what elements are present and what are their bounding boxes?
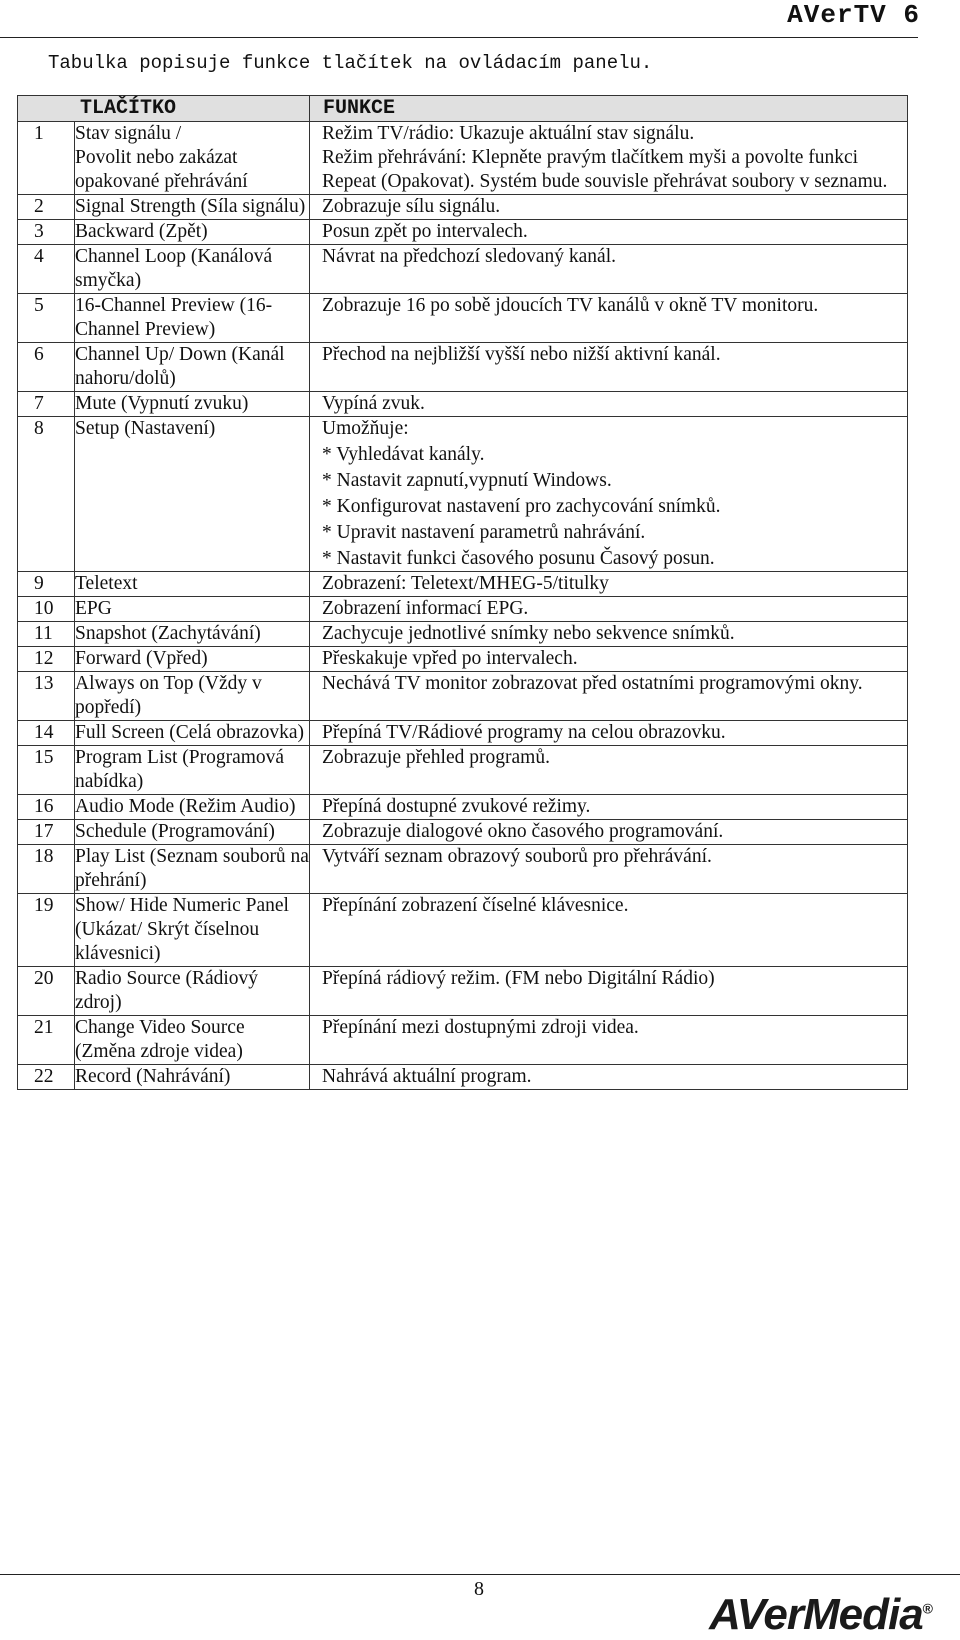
function-line: Přepínání mezi dostupnými zdroji videa. (322, 1017, 639, 1038)
table-row (18, 894, 908, 967)
row-button-name: Channel Up/ Down (Kanál nahoru/dolů) (75, 343, 310, 392)
function-line: Vytváří seznam obrazový souborů pro přehrávání. (322, 846, 712, 867)
table-row (18, 343, 908, 392)
table-row (18, 820, 908, 845)
table-row (18, 597, 908, 622)
table-row (18, 392, 908, 417)
column-header-button: TLAČÍTKO (18, 96, 310, 122)
row-button-name: Full Screen (Celá obrazovka) (75, 721, 310, 746)
row-function-desc (310, 845, 908, 894)
row-number: 7 (18, 392, 75, 417)
row-function-desc (310, 1065, 908, 1090)
function-line: Umožňuje: (322, 418, 409, 439)
table-row (18, 845, 908, 894)
table-row (18, 122, 908, 147)
table-row (18, 622, 908, 647)
row-function-desc (310, 122, 908, 147)
table-row (18, 572, 908, 597)
row-button-name: Show/ Hide Numeric Panel (Ukázat/ Skrýt číselnou klávesnici) (75, 894, 310, 967)
row-function-desc (310, 195, 908, 220)
table-row (18, 795, 908, 820)
row-number: 6 (18, 343, 75, 392)
row-number: 19 (18, 894, 75, 967)
row-number: 22 (18, 1065, 75, 1090)
row-button-name: Audio Mode (Režim Audio) (75, 795, 310, 820)
row-number: 3 (18, 220, 75, 245)
function-line: * Vyhledávat kanály. (322, 444, 485, 465)
table-row (18, 721, 908, 746)
table-body (18, 122, 908, 1090)
function-line: Nechává TV monitor zobrazovat před ostatními programovými okny. (322, 673, 863, 694)
row-function-desc (310, 392, 908, 417)
function-line: Posun zpět po intervalech. (322, 221, 528, 242)
row-button-name: Play List (Seznam souborů na přehrání) (75, 845, 310, 894)
row-function-desc (310, 245, 908, 294)
row-button-name: Always on Top (Vždy v popředí) (75, 672, 310, 721)
row-button-name: Channel Loop (Kanálová smyčka) (75, 245, 310, 294)
row-number: 9 (18, 572, 75, 597)
function-line: Vypíná zvuk. (322, 393, 425, 414)
function-line: Přepínání zobrazení číselné klávesnice. (322, 895, 629, 916)
row-button-name: Signal Strength (Síla signálu) (75, 195, 310, 220)
row-function-desc (310, 597, 908, 622)
row-button-name: Forward (Vpřed) (75, 647, 310, 672)
table-row (18, 1065, 908, 1090)
page-number: 8 (474, 1578, 484, 1600)
row-button-name: Povolit nebo zakázat opakované přehrávání (75, 146, 310, 195)
row-number: 5 (18, 294, 75, 343)
row-number: 15 (18, 746, 75, 795)
row-function-desc (310, 146, 908, 195)
row-number: 18 (18, 845, 75, 894)
row-function-desc (310, 894, 908, 967)
row-number: 14 (18, 721, 75, 746)
row-function-desc (310, 220, 908, 245)
row-number: 11 (18, 622, 75, 647)
function-line: Zobrazení informací EPG. (322, 598, 529, 619)
row-button-name: Teletext (75, 572, 310, 597)
function-line: Zobrazuje sílu signálu. (322, 196, 501, 217)
document-header-title: AVerTV 6 (787, 0, 920, 30)
row-button-name: EPG (75, 597, 310, 622)
table-row (18, 746, 908, 795)
table-row (18, 967, 908, 1016)
row-button-name: Schedule (Programování) (75, 820, 310, 845)
row-button-name: Program List (Programová nabídka) (75, 746, 310, 795)
function-line: Přeskakuje vpřed po intervalech. (322, 648, 578, 669)
logo-text: AVerMedia (709, 1590, 923, 1639)
function-line: * Nastavit funkci časového posunu Časový posun. (322, 548, 715, 569)
table-header-row (18, 96, 908, 122)
row-function-desc (310, 820, 908, 845)
row-button-name: Snapshot (Zachytávání) (75, 622, 310, 647)
function-line: * Upravit nastavení parametrů nahrávání. (322, 522, 646, 543)
row-function-desc (310, 294, 908, 343)
row-button-name: Record (Nahrávání) (75, 1065, 310, 1090)
row-function-desc (310, 967, 908, 1016)
row-function-desc (310, 417, 908, 572)
row-button-name: Backward (Zpět) (75, 220, 310, 245)
row-number: 8 (18, 417, 75, 572)
function-line: Přepíná rádiový režim. (FM nebo Digitální Rádio) (322, 968, 715, 989)
row-function-desc (310, 746, 908, 795)
function-line: * Nastavit zapnutí,vypnutí Windows. (322, 470, 612, 491)
function-line: Přechod na nejbližší vyšší nebo nižší aktivní kanál. (322, 344, 721, 365)
row-number: 12 (18, 647, 75, 672)
function-line: Zobrazení: Teletext/MHEG-5/titulky (322, 573, 609, 594)
row-function-desc (310, 572, 908, 597)
row-function-desc (310, 795, 908, 820)
column-header-function: FUNKCE (310, 96, 908, 122)
row-number: 16 (18, 795, 75, 820)
row-button-name: Setup (Nastavení) (75, 417, 310, 572)
row-function-desc (310, 721, 908, 746)
table-row (18, 672, 908, 721)
intro-text: Tabulka popisuje funkce tlačítek na ovládacím panelu. (48, 52, 653, 74)
header-rule (0, 37, 918, 38)
row-number (18, 146, 75, 195)
avermedia-logo (709, 1590, 932, 1640)
row-number: 10 (18, 597, 75, 622)
row-function-desc (310, 647, 908, 672)
function-line: Režim TV/rádio: Ukazuje aktuální stav signálu. (322, 123, 695, 144)
row-number: 1 (18, 122, 75, 147)
function-line: Nahrává aktuální program. (322, 1066, 532, 1087)
row-button-name: Radio Source (Rádiový zdroj) (75, 967, 310, 1016)
row-function-desc (310, 343, 908, 392)
row-number: 21 (18, 1016, 75, 1065)
row-number: 4 (18, 245, 75, 294)
table-row (18, 220, 908, 245)
row-function-desc (310, 1016, 908, 1065)
function-line: * Konfigurovat nastavení pro zachycování snímků. (322, 496, 721, 517)
row-number: 2 (18, 195, 75, 220)
function-line: Přepíná dostupné zvukové režimy. (322, 796, 591, 817)
registered-mark: ® (922, 1600, 932, 1617)
row-button-name: Mute (Vypnutí zvuku) (75, 392, 310, 417)
table-row (18, 245, 908, 294)
table-row (18, 195, 908, 220)
function-line: Režim přehrávání: Klepněte pravým tlačítkem myši a povolte funkci Repeat (Opakovat). Systém bude souvisle přehrávat soubory v seznamu. (322, 147, 888, 192)
function-line: Zobrazuje 16 po sobě jdoucích TV kanálů v okně TV monitoru. (322, 295, 819, 316)
table-row (18, 647, 908, 672)
table-row (18, 417, 908, 572)
row-function-desc (310, 672, 908, 721)
row-number: 13 (18, 672, 75, 721)
row-function-desc (310, 622, 908, 647)
function-line: Návrat na předchozí sledovaný kanál. (322, 246, 617, 267)
row-button-name: 16-Channel Preview (16-Channel Preview) (75, 294, 310, 343)
function-line: Přepíná TV/Rádiové programy na celou obrazovku. (322, 722, 726, 743)
table-row (18, 1016, 908, 1065)
function-line: Zobrazuje dialogové okno časového programování. (322, 821, 724, 842)
table-row (18, 294, 908, 343)
row-number: 17 (18, 820, 75, 845)
table-row (18, 146, 908, 195)
footer-rule (0, 1574, 960, 1575)
row-button-name: Stav signálu / (75, 122, 310, 147)
row-number: 20 (18, 967, 75, 1016)
function-line: Zachycuje jednotlivé snímky nebo sekvence snímků. (322, 623, 735, 644)
function-line: Zobrazuje přehled programů. (322, 747, 550, 768)
function-table (17, 95, 908, 1090)
row-button-name: Change Video Source (Změna zdroje videa) (75, 1016, 310, 1065)
